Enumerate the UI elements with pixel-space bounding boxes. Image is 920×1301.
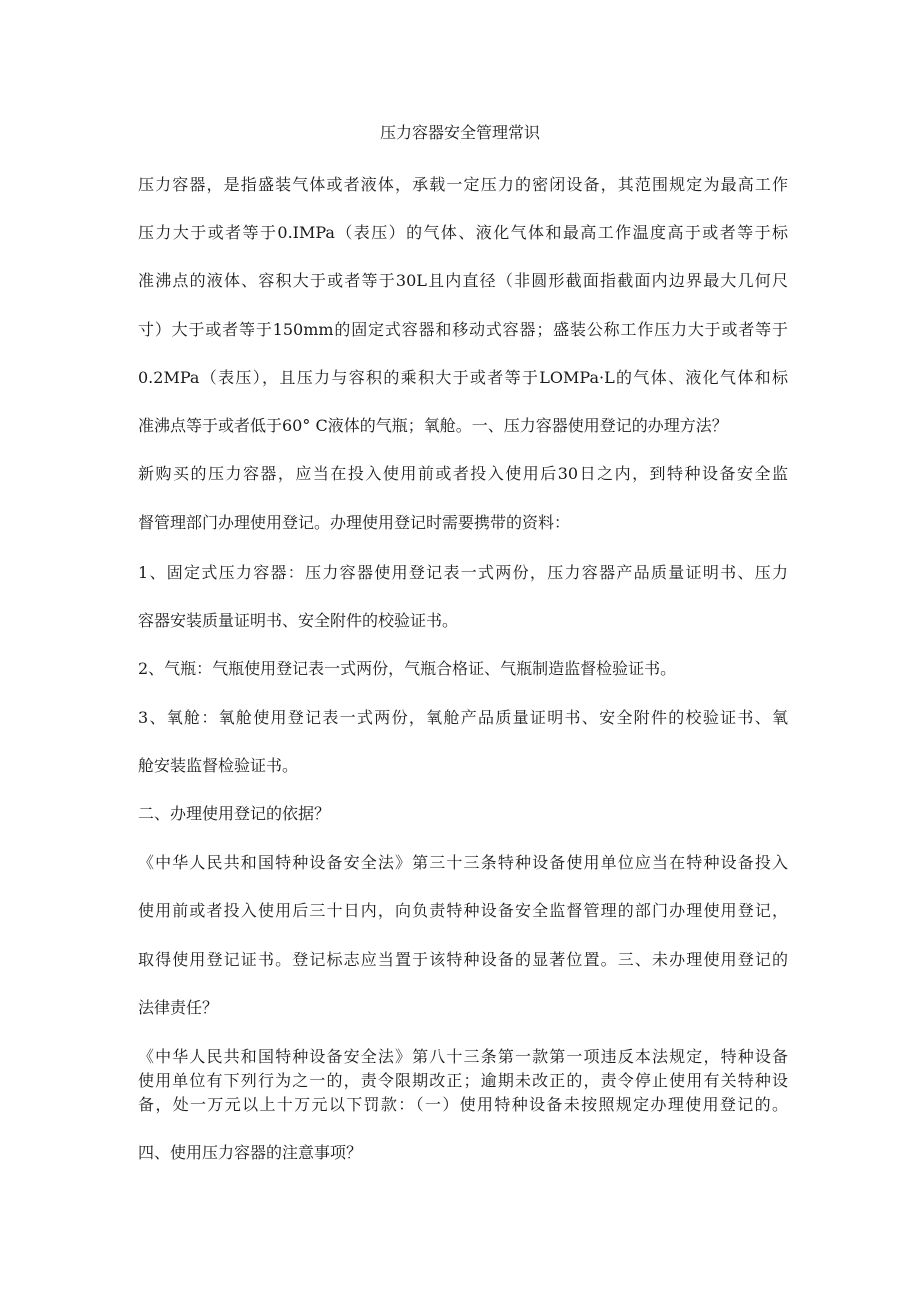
document-title: 压力容器安全管理常识 (379, 123, 540, 142)
document-line: 备，处一万元以上十万元以下罚款：（一）使用特种设备未按照规定办理使用登记的。 (138, 1095, 788, 1114)
document-line: 取得使用登记证书。登记标志应当置于该特种设备的显著位置。三、未办理使用登记的 (138, 950, 788, 969)
document-line: 法律责任？ (138, 998, 219, 1017)
document-line: 压力大于或者等于0.IMPa（表压）的气体、液化气体和最高工作温度高于或者等于标 (138, 223, 788, 242)
document-line: 二、办理使用登记的依据？ (138, 804, 331, 823)
document-line: 准沸点的液体、容积大于或者等于30L且内直径（非圆形截面指截面内边界最大几何尺 (138, 271, 788, 290)
document-line: 使用单位有下列行为之一的，责令限期改正；逾期未改正的，责令停止使用有关特种设 (138, 1071, 788, 1090)
document-line: 四、使用压力容器的注意事项？ (138, 1143, 363, 1162)
document-line: 压力容器，是指盛装气体或者液体，承载一定压力的密闭设备，其范围规定为最高工作 (138, 175, 788, 194)
document-line: 《中华人民共和国特种设备安全法》第八十三条第一款第一项违反本法规定，特种设备 (138, 1047, 788, 1066)
document-line: 寸）大于或者等于150mm的固定式容器和移动式容器；盛装公称工作压力大于或者等于 (138, 320, 788, 339)
document-line: 督管理部门办理使用登记。办理使用登记时需要携带的资料： (138, 513, 571, 532)
document-line: 2、气瓶：气瓶使用登记表一式两份，气瓶合格证、气瓶制造监督检验证书。 (138, 659, 677, 678)
document-line: 容器安装质量证明书、安全附件的校验证书。 (138, 611, 459, 630)
document-line: 《中华人民共和国特种设备安全法》第三十三条特种设备使用单位应当在特种设备投入 (138, 853, 788, 872)
document-line: 1、固定式压力容器：压力容器使用登记表一式两份，压力容器产品质量证明书、压力 (138, 563, 788, 582)
document-line: 新购买的压力容器，应当在投入使用前或者投入使用后30日之内，到特种设备安全监 (138, 464, 788, 483)
document-line: 舱安装监督检验证书。 (138, 756, 299, 775)
document-line: 准沸点等于或者低于60° C液体的气瓶；氧舱。一、压力容器使用登记的办理方法？ (138, 416, 728, 435)
document-line: 3、氧舱：氧舱使用登记表一式两份，氧舱产品质量证明书、安全附件的校验证书、氧 (138, 708, 788, 727)
document-line: 使用前或者投入使用后三十日内，向负责特种设备安全监督管理的部门办理使用登记， (138, 901, 788, 920)
document-line: 0.2MPa（表压），且压力与容积的乘积大于或者等于LOMPa·L的气体、液化气体和标 (138, 368, 788, 387)
